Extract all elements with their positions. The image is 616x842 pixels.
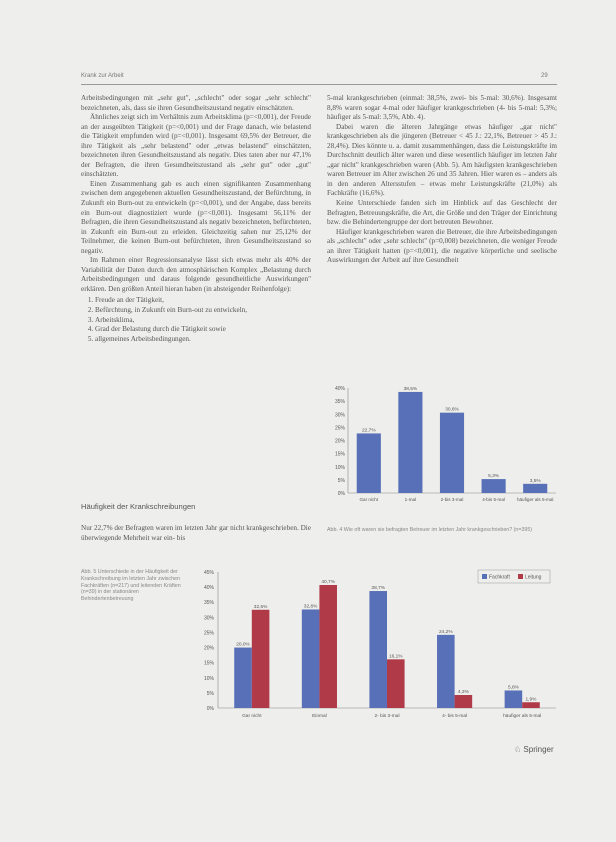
list-item: 4. Grad der Belastung durch die Tätigkeit sowie: [95, 325, 311, 335]
y-tick-label: 0%: [337, 491, 345, 497]
paragraph: Dabei waren die älteren Jahrgänge etwas häufiger „gar nicht" krankgeschrieben als die jüngeren (Betreuer < 45 J.: 22,1%, Betreuer > 45 J.: 28,4%). Dies könnte u. a. damit zusammenhängen, dass die Leistungskräfte im Durchschnitt deutlich älter waren und diese wesentlich häufiger im letzten Jahr „gar nicht" krankgeschrieben waren (Abb. 5). Am häufigsten krankgeschrieben waren Betreuer im Alter zwischen 26 und 35 Jahren. Hier waren es – anders als in den anderen Altersstufen – etwas mehr Leistungskräfte (21,0%) als Fachkräfte (16,6%).: [327, 122, 557, 198]
list-item: 5. allgemeines Arbeitsbedingungen.: [95, 335, 311, 345]
data-label: 38,5%: [403, 386, 418, 392]
y-tick-label: 35%: [334, 399, 345, 406]
y-tick-label: 40%: [334, 386, 345, 392]
x-tick-label: Gar nicht: [242, 714, 262, 719]
paragraph: Arbeitsbedingungen mit „sehr gut", „schlecht" oder sogar „sehr schlecht" bezeichneten, als, dass sie ihren Gesundheitszustand negativ einschätzten.: [81, 94, 311, 112]
bar: [357, 433, 381, 493]
y-tick-label: 5%: [337, 477, 345, 484]
y-tick-label: 30%: [203, 615, 214, 622]
bar: [437, 635, 455, 708]
list-item: 2. Befürchtung, in Zukunft ein Burn-out zu entwickeln,: [95, 306, 311, 316]
paragraph: Ähnliches zeigt sich im Verhältnis zum Arbeitsklima (p=<0,001), der Freude an der ausgeübten Tätigkeit (p=<0,001) und der Frage danach, wie belastend die Tätigkeit empfunden wird (p=<0,001). Insgesamt 69,5% der Betreuer, die ihre Tätigkeit als „sehr belastend" oder „etwas belastend" einschätzten, bezeichneten ihren Gesundheitszustand als negativ. Dies taten aber nur 47,1% der Befragten, die ihren Gesundheitszustand als „sehr gut" oder „gut" einschätzten.: [81, 113, 311, 179]
y-tick-label: 20%: [203, 645, 214, 652]
bar: [455, 695, 473, 708]
legend-label: Fachkraft: [489, 574, 510, 581]
y-tick-label: 15%: [334, 451, 345, 458]
y-tick-label: 10%: [334, 464, 345, 471]
bar: [319, 585, 337, 708]
bar: [505, 690, 523, 708]
legend-label: Leitung: [525, 574, 542, 581]
paragraph: Häufiger krankgeschrieben waren die Betreuer, die ihre Arbeitsbedingungen als „schlecht" oder „sehr schlecht" (p=0,008) bezeichneten, die weniger Freude an ihrer Tätigkeit hatten (p=<0,001), die negative körperliche und seelische Auswirkungen der Arbeit auf ihre Gesundheit: [327, 227, 557, 265]
springer-horse-icon: ♘: [514, 745, 522, 754]
bar: [523, 484, 547, 493]
data-label: 5,8%: [507, 685, 519, 691]
data-label: 32,5%: [253, 604, 268, 610]
y-tick-label: 20%: [334, 438, 345, 445]
y-tick-label: 5%: [206, 690, 214, 697]
x-tick-label: häufiger als 5-mal: [503, 714, 542, 719]
x-tick-label: 1-mal: [404, 497, 417, 502]
bar: [302, 609, 320, 708]
x-tick-label: 4-bis 5-mal: [482, 497, 505, 502]
data-label: 30,6%: [445, 407, 459, 413]
left-column-bottom: [81, 524, 311, 543]
data-label: 20,0%: [236, 642, 250, 648]
figure-4-chart: [322, 380, 562, 520]
list-item: 1. Freude an der Tätigkeit,: [95, 296, 311, 306]
header-rule: [81, 84, 557, 85]
bar: [252, 610, 270, 708]
paragraph: Nur 22,7% der Befragten waren im letzten Jahr gar nicht krankgeschrieben. Die überwiegende Mehrheit war ein- bis: [81, 524, 311, 542]
x-tick-label: Einmal: [312, 714, 327, 719]
x-tick-label: 2-bis 3-mal: [440, 497, 464, 502]
paragraph: Keine Unterschiede fanden sich im Hinblick auf das Geschlecht der Befragten, Betreuungskräfte, die Art, die Größe und den Träger der Einrichtung bzw. die Behindertengruppe der dort betreuten Bewohner.: [327, 199, 557, 227]
figure-4-caption: Abb. 4 Wie oft waren sie befragten Betreuer im letzten Jahr krankgeschrieben? (n=395): [327, 527, 533, 533]
paragraph: Einen Zusammenhang gab es auch einen signifikanten Zusammenhang zwischen dem angegebenen aktuellen Gesundheitszustand, der Befürchtung, in Zukunft ein Burn-out zu entwickeln (p=<0,001), und der Angabe, dass bereits ein Burn-out diagnostiziert wurde (p=<0,001). Insgesamt 56,11% der Befragten, die ihren Gesundheitszustand als negativ bezeichneten, befürchteten, in Zukunft ein Burn-out zu erleiden. Gleichzeitig sahen nur 25,12% der Teilnehmer, die keinen Burn-out befürchteten, ihren Gesundheitszustand so negativ.: [81, 179, 311, 255]
y-tick-label: 10%: [203, 675, 214, 682]
bar: [234, 648, 252, 708]
data-label: 22,7%: [361, 428, 376, 434]
list-item: 3. Arbeitsklima,: [95, 316, 311, 326]
data-label: 1,9%: [525, 697, 537, 703]
y-tick-label: 25%: [334, 425, 345, 432]
publisher-name: Springer: [523, 745, 554, 754]
data-label: 4,3%: [457, 690, 469, 696]
data-label: 38,7%: [371, 586, 386, 592]
bar: [482, 479, 506, 493]
y-tick-label: 35%: [203, 600, 214, 607]
paragraph: Im Rahmen einer Regressionsanalyse lässt sich etwas mehr als 40% der Variabilität der Daten durch den atmosphärischen Komplex „Belastung durch Arbeitsbedingungen und daraus folgende gesundheitliche Auswirkungen" erklären. Den größten Anteil hieran haben (in absteigender Reihenfolge):: [81, 256, 311, 293]
bar: [398, 392, 422, 493]
publisher-logo: [514, 745, 554, 754]
data-label: 24,2%: [439, 629, 453, 635]
factor-list: [81, 296, 311, 344]
bar: [387, 659, 405, 708]
data-label: 32,6%: [303, 604, 318, 610]
y-tick-label: 25%: [203, 630, 214, 637]
data-label: 5,3%: [488, 474, 500, 480]
legend-swatch: [482, 574, 487, 579]
y-tick-label: 45%: [203, 570, 214, 576]
page-number: 29: [541, 73, 548, 79]
data-label: 40,7%: [321, 579, 335, 585]
data-label: 3,5%: [529, 478, 541, 484]
bar: [369, 591, 387, 708]
x-tick-label: 4- bis 5-mal: [442, 714, 468, 719]
figure-5-caption: Abb. 5 Unterschiede in der Häufigkeit der Krankschreibung im letzten Jahr zwischen Fachkräften (n=217) und leitenden Kräften (n=39) in der stationären Behindertenbetreuung: [81, 569, 181, 603]
figure-5-chart: [190, 562, 560, 726]
x-tick-label: häufiger als 5-mal: [516, 497, 554, 502]
bar: [440, 413, 464, 493]
right-column: [327, 94, 557, 266]
section-heading: Häufigkeit der Krankschreibungen: [81, 502, 196, 511]
x-tick-label: 2- bis 3-mal: [374, 714, 400, 719]
y-tick-label: 0%: [206, 706, 214, 712]
data-label: 16,1%: [388, 654, 403, 660]
left-column: [81, 94, 311, 344]
y-tick-label: 40%: [203, 585, 214, 592]
legend-swatch: [518, 574, 523, 579]
x-tick-label: Gar nicht: [359, 497, 379, 502]
bar: [522, 702, 540, 708]
paragraph: 5-mal krankgeschrieben (einmal: 38,5%, zwei- bis 5-mal: 30,6%). Insgesamt 8,8% waren sogar 4-mal oder häufiger krankgeschrieben (4- bis 5-mal: 5,3%; häufiger als 5-mal: 3,5%, Abb. 4).: [327, 94, 557, 122]
y-tick-label: 15%: [203, 660, 214, 667]
y-tick-label: 30%: [334, 412, 345, 419]
running-header: Krank zur Arbeit: [81, 73, 124, 79]
